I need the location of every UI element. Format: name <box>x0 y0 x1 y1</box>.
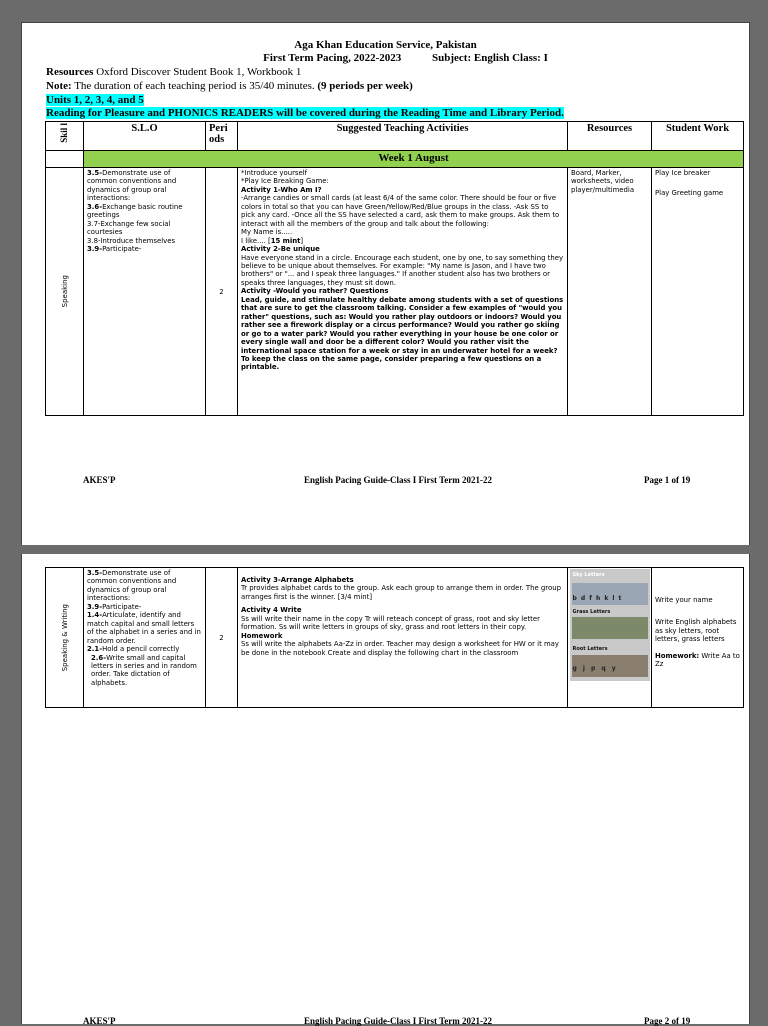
activity-text: Lead, guide, and stimulate healthy debate among students with a set of questions that are sure to get the classroom talking. Consider a few examples of "would you rather" questions, such as: Would you rather play outdoors or indoors? Would you rather see a firework display or a circus performance? Would you rather go skiing or go to a water park? Would you rather everything in your house be one color or every single wall and door be a different color? Would you rather visit the international space station for a week or stay in an underwater hotel for a week? To keep the class on the same page, consider preparing a few questions on a printable. <box>241 295 564 372</box>
units-line <box>46 94 144 106</box>
activity-text: My Name is..... <box>241 228 293 237</box>
header-skill: Skil l <box>46 122 84 151</box>
header-periods: Peri ods <box>206 122 238 151</box>
term-subject-line <box>22 52 749 64</box>
footer-center: English Pacing Guide-Class I First Term 2021-22 <box>304 1016 493 1026</box>
table-header-row <box>46 122 744 151</box>
note-text: The duration of each teaching period is 35/40 minutes. <box>71 80 318 92</box>
slo-item: 3.5-Demonstrate use of common conventions and dynamics of group oral interactions: <box>87 169 177 203</box>
activity-text: -Arrange candies or small cards (at least 6/4 of the same color. There should be four or five colors in total so that you can have Green/Yellow/Red/Blue groups in the class. -Ask SS to pick any card. -Once all the SS have selected a card, ask them to make groups. Ask them to interact with all the members of the group and talk about the following: <box>241 194 560 228</box>
footer-center: English Pacing Guide-Class I First Term 2021-22 <box>304 475 493 485</box>
note-bold: (9 periods per week) <box>317 80 413 92</box>
intro-line: *Introduce yourself <box>241 169 308 177</box>
activity-text: Tr provides alphabet cards to the group. Ask each group to arrange them in order. The group arranges first is the winner. [3/4 mint] <box>241 584 561 601</box>
activity-text: Have everyone stand in a circle. Encourage each student, one by one, to say something they believe to be unique about themselves. For example: "My name is Jason, and I have two brothers" or "... and I speak three languages." If another student also has two brothers or speaks three languages, they must sit down. <box>241 253 564 287</box>
pacing-table-1 <box>45 121 744 416</box>
slo-item: 3.5-Demonstrate use of common conventions and dynamics of group oral interactions: <box>87 569 177 603</box>
letters-chart-image: Sky Letters b d f h k l t Grass Letters Root Letters g j p q y <box>570 569 650 681</box>
student-work-homework: Homework: Write Aa to Zz <box>655 651 740 669</box>
slo-item: 3.8-Introduce themselves <box>87 236 176 245</box>
note-label: Note: <box>46 80 72 92</box>
activity-text: Ss will write the alphabets Aa-Zz in order. Teacher may design a worksheet for HW or it may be done in the notebook Create and display the following chart in the classroom <box>241 640 559 657</box>
slo-item: 3.9-Participate- <box>87 602 142 611</box>
units-text: Units 1, 2, 3, 4, and 5 <box>46 94 144 106</box>
student-work-item: Write English alphabets as sky letters, root letters, grass letters <box>655 618 737 644</box>
org-title: Aga Khan Education Service, Pakistan <box>294 39 477 51</box>
slo-cell <box>84 568 206 708</box>
activity-title: Activity 3-Arrange Alphabets <box>241 576 354 584</box>
skill-label: Speaking <box>60 275 69 308</box>
footer-left: AKES'P <box>83 475 116 485</box>
activity-title: Activity 4 Write <box>241 606 302 615</box>
skill-cell <box>46 568 84 708</box>
reading-line <box>46 107 564 119</box>
student-work-item: Play Greeting game <box>655 189 724 198</box>
activity-title: Activity 1-Who Am I? <box>241 185 322 194</box>
activity-title: Activity 2-Be unique <box>241 245 320 254</box>
slo-item: 3.7-Exchange few social courtesies <box>87 219 171 237</box>
week-row <box>46 151 744 168</box>
resources-label: Resources <box>46 66 94 78</box>
footer-page-number: Page 2 of 19 <box>644 1016 691 1026</box>
header-resources: Resources <box>568 122 652 151</box>
resources-cell: Board, Marker, worksheets, video player/multimedia <box>568 168 652 416</box>
footer-page-number: Page 1 of 19 <box>644 475 691 485</box>
activity-title: Homework <box>241 631 283 640</box>
slo-item: 2.6-Write small and capital letters in series and in random order. Take dictation of alphabets. <box>91 653 197 687</box>
intro-line: *Play Ice Breaking Game: <box>241 177 329 186</box>
table-row <box>46 168 744 416</box>
resources-text: Oxford Discover Student Book 1, Workbook 1 <box>93 66 302 78</box>
header-activities: Suggested Teaching Activities <box>238 122 568 151</box>
activity-title: Activity -Would you rather? Questions <box>241 287 389 296</box>
subject-class: Subject: English Class: I <box>432 52 548 64</box>
slo-item: 3.6-Exchange basic routine greetings <box>87 202 183 220</box>
resources-cell <box>568 568 652 708</box>
slo-item: 1.4-Articulate, identify and match capital and small letters of the alphabet in a series and in random order. <box>87 611 201 645</box>
page-2 <box>21 554 750 1024</box>
term-title: First Term Pacing, 2022-2023 <box>263 52 402 64</box>
student-work-item: Write your name <box>655 596 713 604</box>
student-work-item: Play Ice breaker <box>655 169 711 177</box>
student-work-cell <box>652 168 744 416</box>
activity-text: I like.... [15 mint] <box>241 236 304 245</box>
reading-text: Reading for Pleasure and PHONICS READERS will be covered during the Reading Time and Library Period. <box>46 107 564 119</box>
resources-line <box>46 66 301 78</box>
slo-item: 2.1-Hold a pencil correctly <box>87 645 180 654</box>
week-blank-cell <box>46 151 84 168</box>
skill-cell <box>46 168 84 416</box>
student-work-cell <box>652 568 744 708</box>
note-line <box>46 80 413 92</box>
page-1 <box>21 22 750 545</box>
pacing-table-2 <box>45 567 744 708</box>
activities-cell <box>238 168 568 416</box>
slo-item: 3.9-Participate- <box>87 245 142 254</box>
table-row <box>46 568 744 708</box>
header-student-work: Student Work <box>652 122 744 151</box>
footer-left: AKES'P <box>83 1016 116 1026</box>
activity-text: Ss will write their name in the copy Tr will reteach concept of grass, root and sky letter formation. Ss will write letters in groups of sky, grass and root letters in their copy. <box>241 614 540 632</box>
periods-cell: 2 <box>206 168 238 416</box>
week-label: Week 1 August <box>84 151 744 168</box>
header-slo: S.L.O <box>84 122 206 151</box>
activities-cell <box>238 568 568 708</box>
periods-cell: 2 <box>206 568 238 708</box>
skill-label: Speaking & Writing <box>60 603 69 672</box>
slo-cell <box>84 168 206 416</box>
